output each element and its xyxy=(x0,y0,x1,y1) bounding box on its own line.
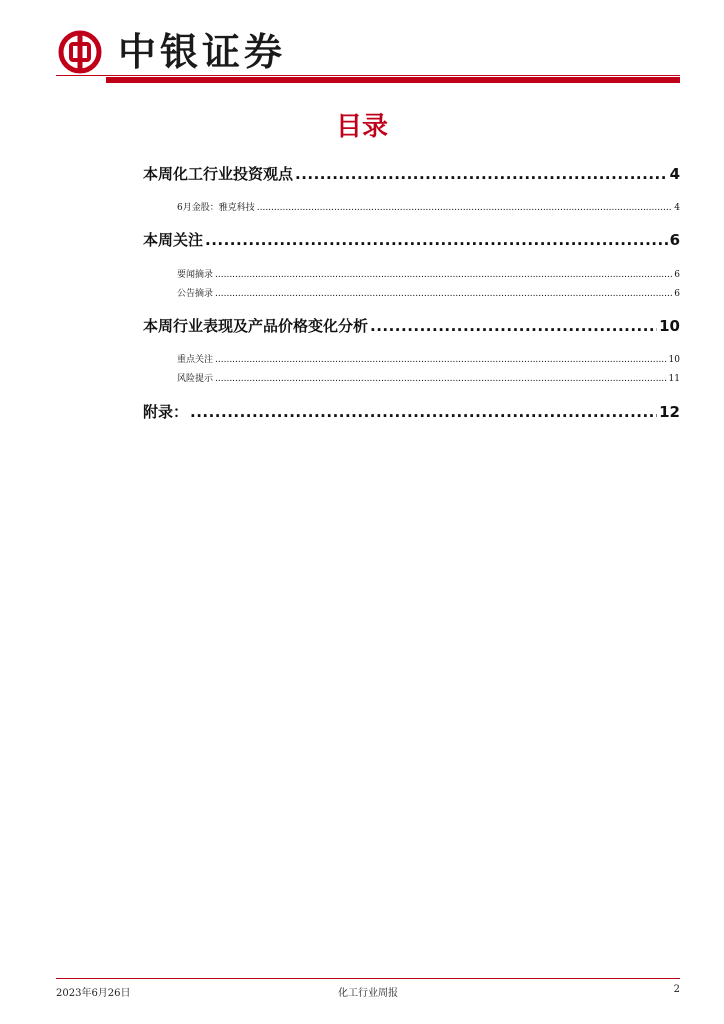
toc-entry[interactable] xyxy=(143,267,680,280)
toc-entry[interactable] xyxy=(143,352,680,365)
toc-entry-label: 本周行业表现及产品价格变化分析 xyxy=(143,317,369,335)
toc-entry-label: 6月金股：雅克科技 xyxy=(177,203,255,213)
toc-leader xyxy=(215,374,667,384)
header-divider-thin xyxy=(56,75,680,76)
footer-report-name: 化工行业周报 xyxy=(338,988,398,999)
brand-name: 中银证券 xyxy=(118,30,287,74)
toc-entry[interactable] xyxy=(143,163,680,184)
toc-entry-label: 公告摘录 xyxy=(177,289,214,299)
toc-leader xyxy=(257,203,673,213)
footer-page-number: 2 xyxy=(673,984,680,995)
footer-divider xyxy=(56,978,680,979)
toc-entry-label: 本周化工行业投资观点 xyxy=(143,165,294,183)
toc-leader xyxy=(205,231,668,249)
toc-entry-page: 12 xyxy=(659,403,680,421)
toc-leader xyxy=(215,270,672,280)
toc-entry-page: 6 xyxy=(674,289,680,299)
toc-entry-page: 11 xyxy=(668,374,680,384)
toc-entry[interactable] xyxy=(143,371,680,384)
toc-entry-page: 6 xyxy=(674,270,680,280)
toc-entry-page: 6 xyxy=(669,231,680,249)
toc-entry-label: 附录： xyxy=(143,403,189,421)
toc-entry[interactable] xyxy=(143,286,680,299)
toc-leader xyxy=(190,403,657,421)
toc-leader xyxy=(215,289,672,299)
toc-entry-label: 本周关注 xyxy=(143,231,204,249)
toc-entry-page: 10 xyxy=(668,355,680,365)
toc-entry-label: 重点关注 xyxy=(177,355,214,365)
toc-entry[interactable] xyxy=(143,401,680,422)
toc-entry[interactable] xyxy=(143,315,680,336)
toc-entry-label: 风险提示 xyxy=(177,374,214,384)
toc-entry[interactable] xyxy=(143,229,680,250)
bank-of-china-logo-icon xyxy=(58,30,102,74)
page-header xyxy=(56,24,680,84)
header-divider-thick xyxy=(106,77,680,83)
page-footer xyxy=(56,978,680,1008)
toc-leader xyxy=(370,317,657,335)
toc-entry[interactable] xyxy=(143,200,680,213)
toc-entry-page: 4 xyxy=(674,203,680,213)
toc-entry-label: 要闻摘录 xyxy=(177,270,214,280)
toc-leader xyxy=(215,355,667,365)
toc-entry-page: 4 xyxy=(669,165,680,183)
footer-date: 2023年6月26日 xyxy=(56,988,131,999)
toc-entry-page: 10 xyxy=(659,317,680,335)
toc-leader xyxy=(295,165,668,183)
toc-title: 目录 xyxy=(335,112,388,142)
